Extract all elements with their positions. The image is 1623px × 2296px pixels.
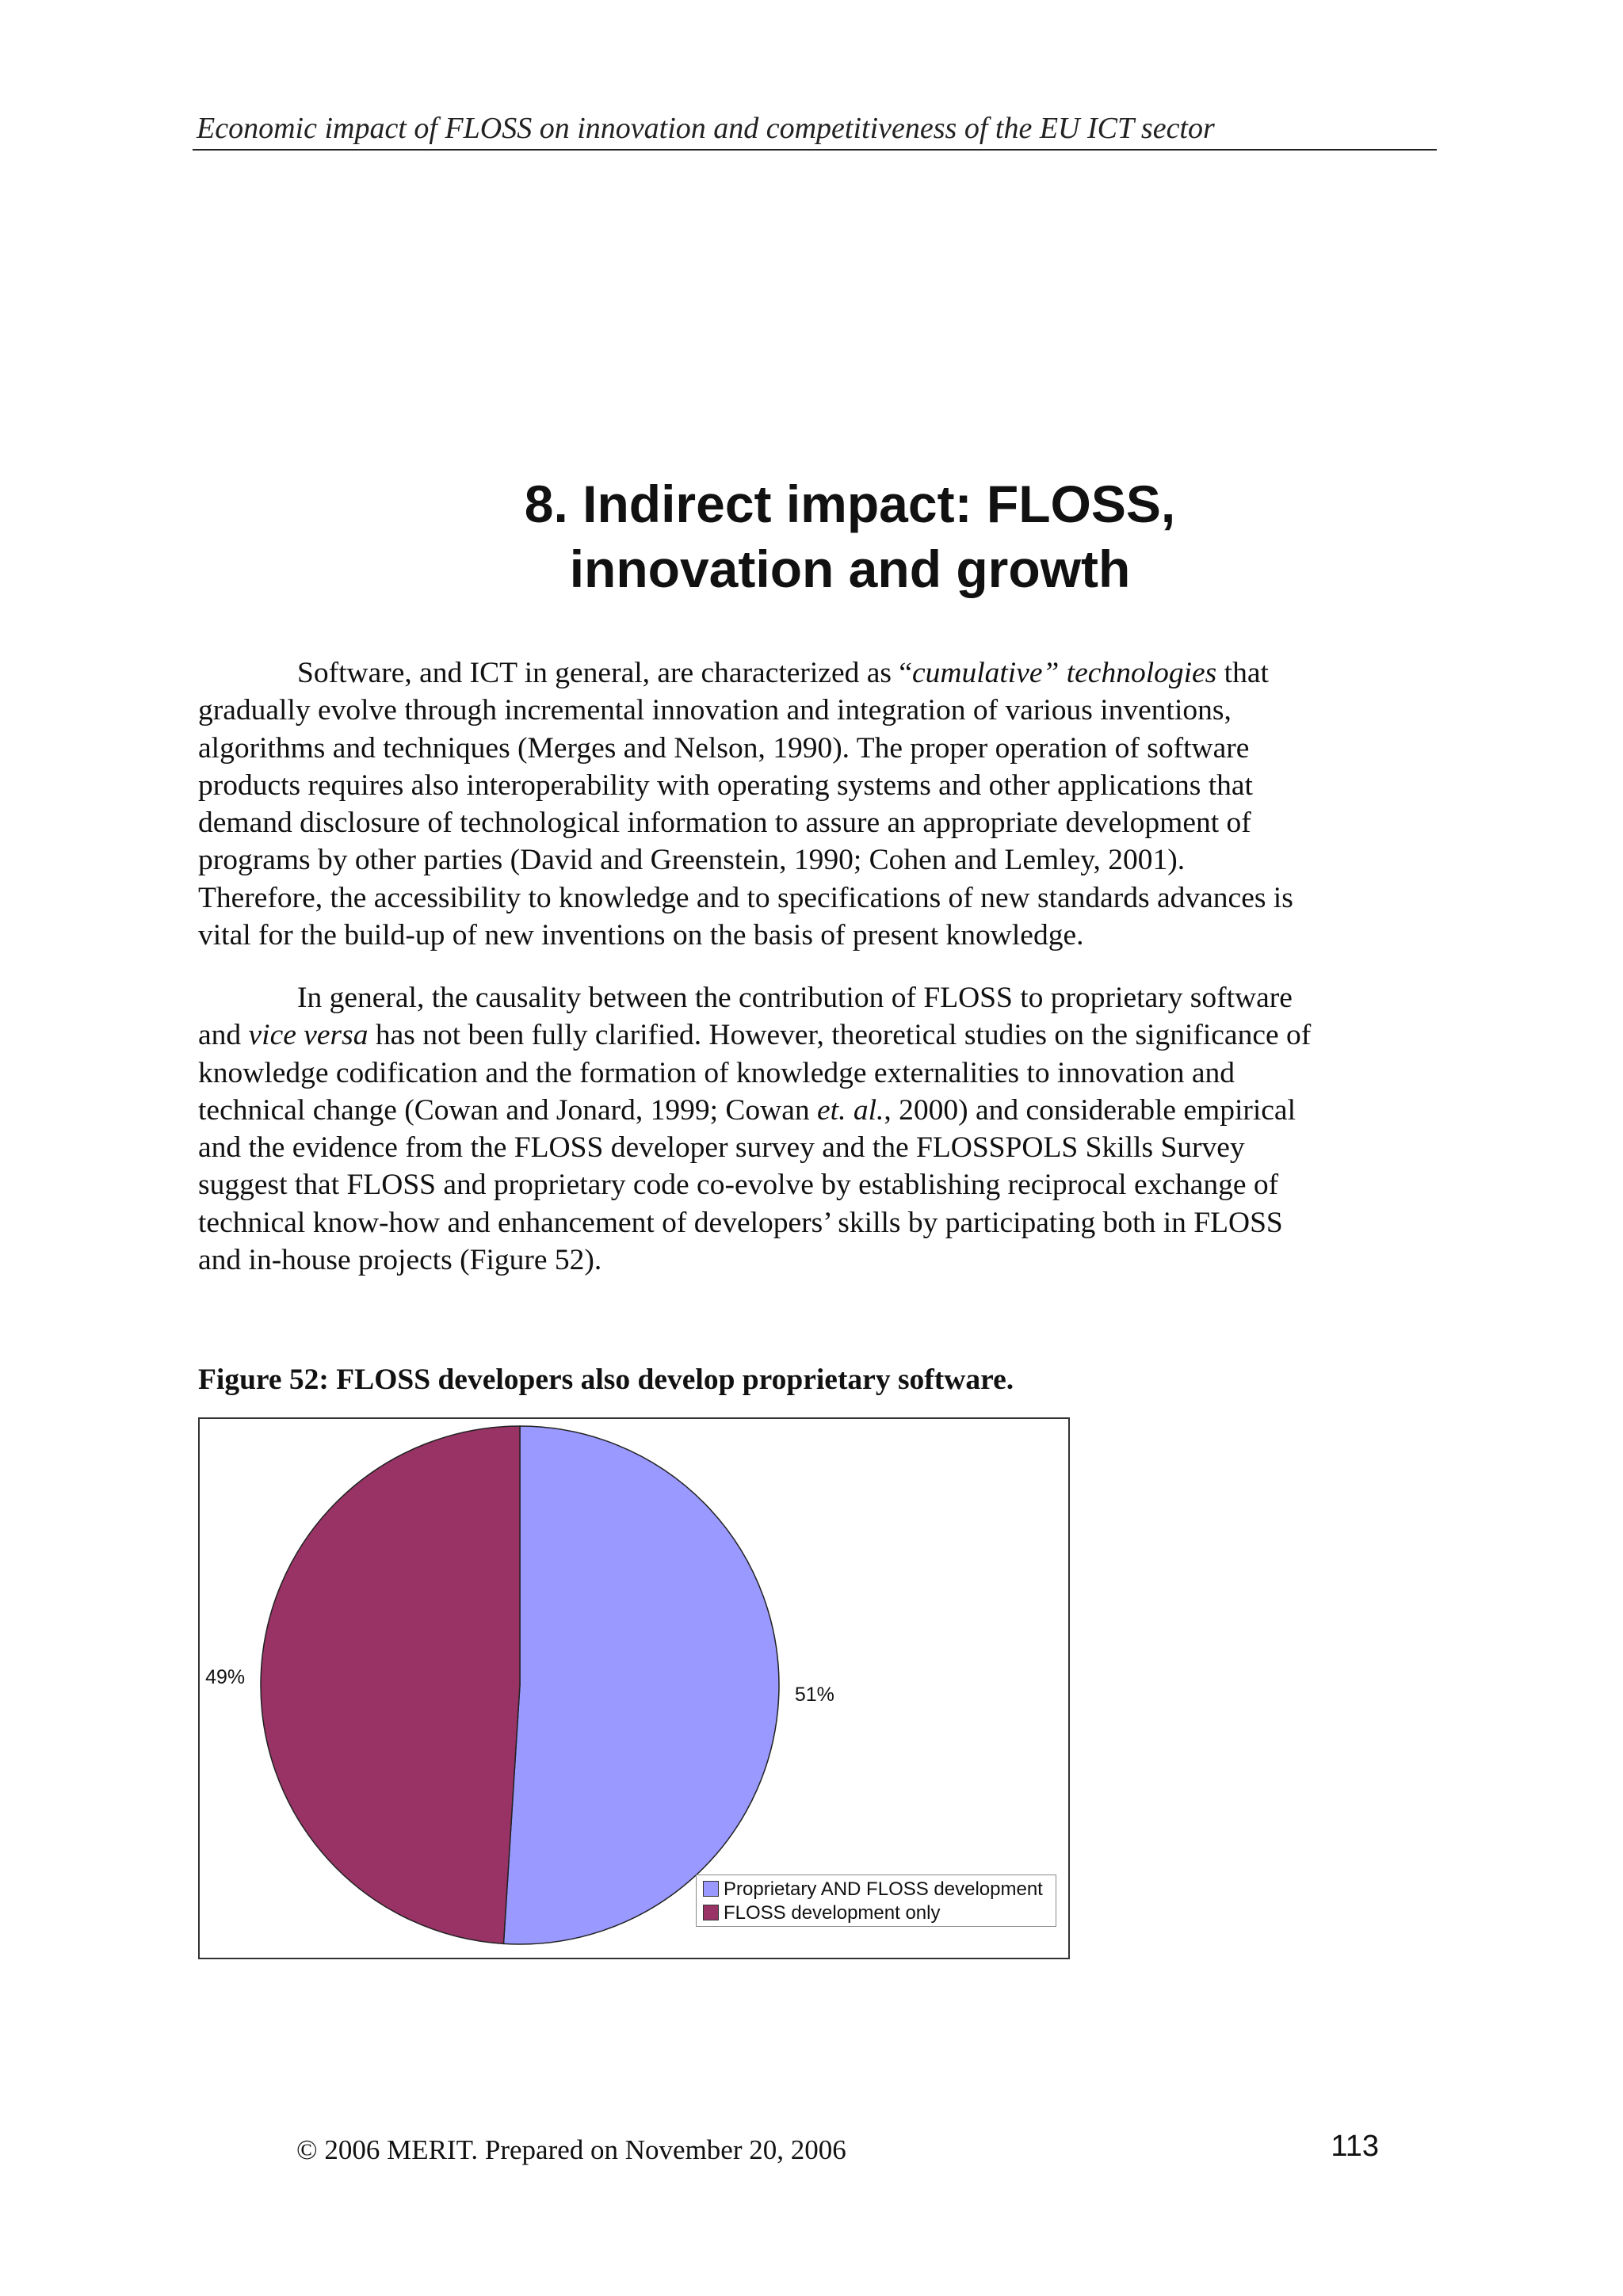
emphasis-text: vice versa — [248, 1019, 369, 1052]
emphasis-text: cumulative” technologies — [911, 657, 1217, 689]
chapter-title-line-1: 8. Indirect impact: FLOSS, — [524, 475, 1176, 533]
slice-data-label: 49% — [205, 1666, 246, 1689]
pie-slice — [261, 1426, 520, 1943]
chapter-title — [238, 471, 1462, 601]
pie-slice — [503, 1426, 779, 1944]
body-paragraph-1 — [198, 654, 1442, 954]
legend-item — [703, 1901, 940, 1925]
paragraph-line: and in-house projects (Figure 52). — [198, 1244, 602, 1277]
paragraph-line: programs by other parties (David and Greenstein, 1990; Cohen and Lemley, 2001). — [198, 844, 1186, 877]
text-run: and — [198, 1019, 249, 1052]
slice-data-label: 51% — [794, 1683, 834, 1706]
paragraph-line: and the evidence from the FLOSS developer survey and the FLOSSPOLS Skills Survey — [198, 1131, 1245, 1165]
legend-swatch — [703, 1905, 719, 1920]
paragraph-line — [198, 1016, 1442, 1054]
paragraph-line — [198, 1092, 1442, 1129]
paragraph-line: knowledge codification and the formation of knowledge externalities to innovation and — [198, 1056, 1235, 1089]
footer-copyright: © 2006 MERIT. Prepared on November 20, 2006 — [296, 2134, 846, 2165]
text-run: has not been fully clarified. However, theoretical studies on the significance of — [368, 1019, 1312, 1052]
paragraph-line: algorithms and techniques (Merges and Nelson, 1990). The proper operation of software — [198, 731, 1250, 765]
text-run: , 2000) and considerable empirical — [884, 1093, 1296, 1127]
emphasis-text: et. al. — [817, 1093, 884, 1127]
header-rule — [193, 149, 1437, 151]
legend-label: Proprietary AND FLOSS development — [724, 1878, 1043, 1900]
paragraph-line — [198, 654, 1442, 692]
paragraph-line: In general, the causality between the contribution of FLOSS to proprietary software — [297, 982, 1293, 1014]
paragraph-line: demand disclosure of technological information to assure an appropriate development of — [198, 807, 1251, 840]
text-run: Software, and ICT in general, are characterized as “ — [297, 657, 912, 689]
paragraph-line: Therefore, the accessibility to knowledge and to specifications of new standards advances is — [198, 881, 1293, 914]
legend-item — [703, 1878, 1043, 1901]
legend-swatch — [703, 1881, 719, 1897]
page-number: 113 — [1331, 2130, 1379, 2163]
chart-legend — [696, 1875, 1056, 1927]
figure-caption: Figure 52: FLOSS developers also develop proprietary software. — [198, 1363, 1014, 1396]
chapter-title-line-2: innovation and growth — [569, 540, 1131, 598]
paragraph-line: technical know-how and enhancement of developers’ skills by participating both in FLOSS — [198, 1206, 1283, 1239]
text-run: that — [1216, 657, 1269, 689]
legend-label: FLOSS development only — [724, 1902, 941, 1924]
paragraph-line: suggest that FLOSS and proprietary code co-evolve by establishing reciprocal exchange of — [198, 1169, 1279, 1202]
text-run: technical change (Cowan and Jonard, 1999; Cowan — [198, 1093, 818, 1127]
pie-chart-frame — [198, 1417, 1070, 1959]
paragraph-line: products requires also interoperability with operating systems and other applications that — [198, 769, 1253, 802]
paragraph-line: vital for the build-up of new inventions on the basis of present knowledge. — [198, 919, 1084, 952]
paragraph-line: gradually evolve through incremental innovation and integration of various inventions, — [198, 694, 1232, 727]
body-paragraph-2 — [198, 979, 1442, 1279]
running-header: Economic impact of FLOSS on innovation and competitiveness of the EU ICT sector — [197, 112, 1215, 145]
